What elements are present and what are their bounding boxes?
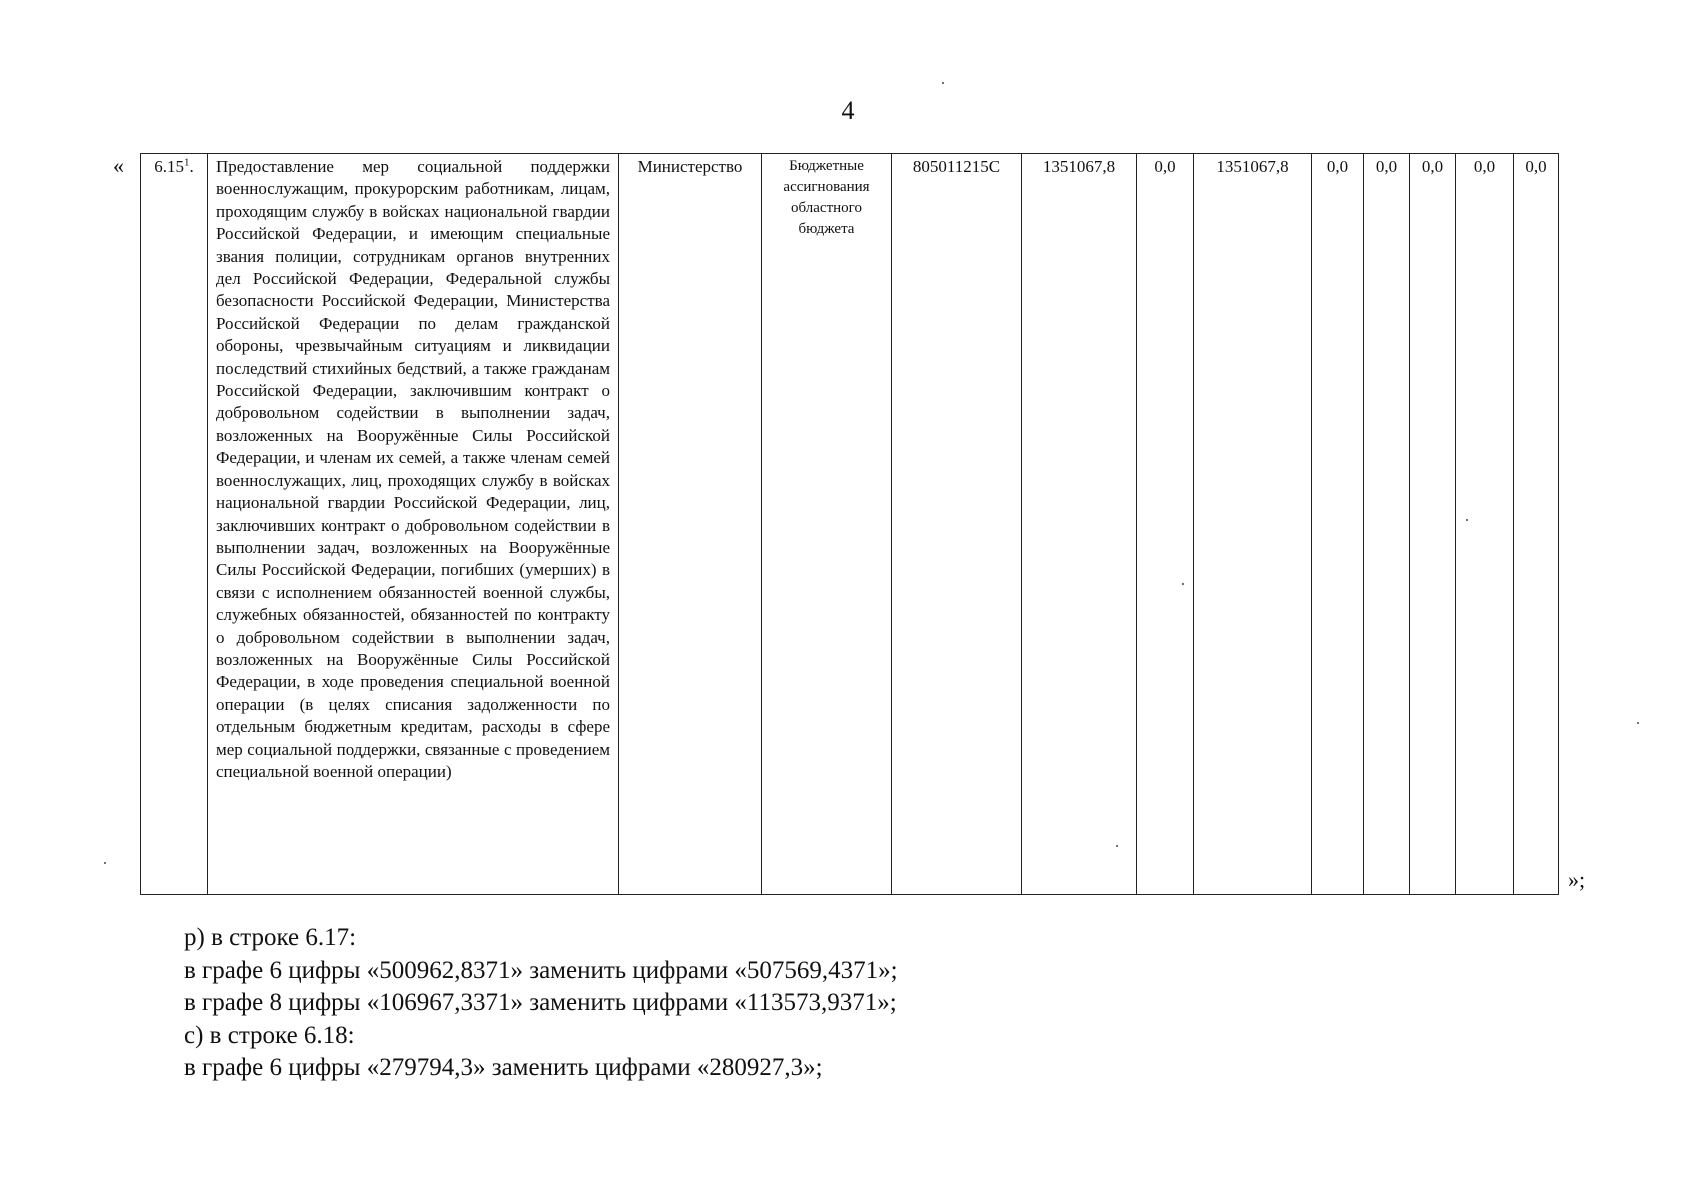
amendment-line: в графе 6 цифры «279794,3» заменить цифрами «280927,3»; [184,1054,823,1081]
scan-speck [942,82,944,84]
table-row [141,154,1559,895]
scan-speck [1637,722,1639,724]
amendments-text [184,922,898,1085]
funding-source-cell: Бюджетные ассигнования областного бюджета [762,154,892,895]
measure-description: Предоставление мер социальной поддержки военнослужащим, прокурорским работникам, лицам, проходящим службу в войсках национальной гвардии Российской Федерации, и имеющим специальные звания полиции, сотрудникам органов внутренних дел Российской Федерации, Федеральной службы безопасности Российской Федерации, Министерства Российской Федерации по делам гражданской обороны, чрезвычайным ситуациям и ликвидации последствий стихийных бедствий, а также гражданам Российской Федерации, заключившим контракт о добровольном содействии в выполнении задач, возложенных на Вооружённые Силы Российской Федерации, и членам их семей, а также членам семей военнослужащих, лиц, проходящих службу в войсках национальной гвардии Российской Федерации, лиц, заключивших контракт о добровольном содействии в выполнении задач, возложенных на Вооружённые Силы Российской Федерации, погибших (умерших) в связи с исполнением обязанностей военной службы, служебных обязанностей, обязанностей по контракту о добровольном содействии в выполнении задач, возложенных на Вооружённые Силы Российской Федерации, в ходе проведения специальной военной операции (в целях списания задолженности по отдельным бюджетным кредитам, расходы в сфере мер социальной поддержки, связанные с проведением специальной военной операции) [208,154,619,895]
row-number-cell: 6.15$^1$. [141,154,208,895]
total-amount-cell: 1351067,8 [1022,154,1137,895]
scan-speck [1182,583,1184,585]
amendment-line: в графе 8 цифры «106967,3371» заменить цифрами «113573,9371»; [184,989,897,1016]
executor-cell: Министерство [619,154,762,895]
amendment-line: р) в строке 6.17: [184,924,357,951]
amendment-table [140,153,1559,895]
opening-quote: « [113,153,124,178]
scan-speck [104,862,106,864]
value-cell-13: 0,0 [1514,154,1559,895]
budget-code-cell: 805011215С [892,154,1022,895]
value-cell-8: 1351067,8 [1194,154,1312,895]
page-number: 4 [841,96,855,125]
value-cell-11: 0,0 [1410,154,1456,895]
value-cell-9: 0,0 [1312,154,1364,895]
amendment-line: с) в строке 6.18: [184,1021,355,1049]
amendment-line: в графе 6 цифры «500962,8371» заменить цифрами «507569,4371»; [184,956,898,984]
value-cell-12: 0,0 [1456,154,1514,895]
scan-speck [1466,519,1468,521]
scan-speck [1116,845,1118,847]
row-number: 6.15 [154,157,184,176]
value-cell-10: 0,0 [1364,154,1410,895]
row-number-superscript: 1 [184,156,190,169]
closing-quote: »; [1568,867,1586,892]
value-cell-7: 0,0 [1137,154,1194,895]
